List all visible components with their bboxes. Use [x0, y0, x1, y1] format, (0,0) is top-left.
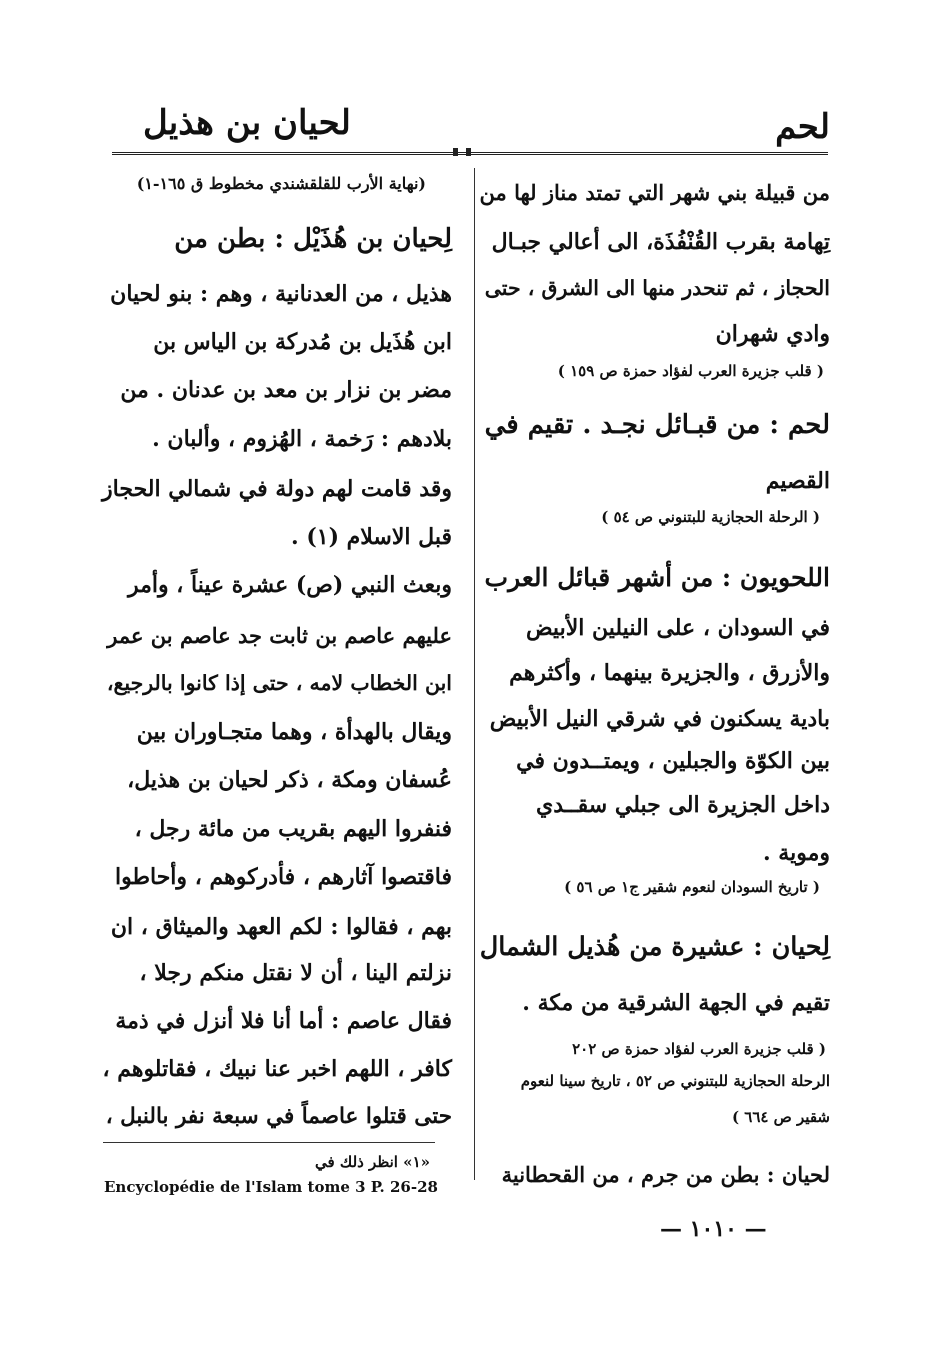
footnote-latin: Encyclopédie de l'Islam tome 3 P. 26-28 — [104, 1178, 438, 1196]
text-line: ابن الخطاب لامه ، حتى إذا كانوا بالرجيع، — [106, 671, 452, 695]
text-line: ويقال بالهدأة ، وهما متجـاوران بين — [136, 719, 452, 745]
page-number: — ١٠١٠ — — [660, 1216, 767, 1242]
text-line: قبل الاسلام (١) . — [291, 524, 452, 550]
text-line: من قبيلة بني شهر التي تمتد مناز لها من — [479, 180, 830, 205]
text-line: عليهم عاصم بن ثابت جد عاصم بن عمر — [107, 623, 452, 648]
citation: (نهاية الأرب للقلقشندي مخطوط ق ١٦٥-١) — [136, 174, 426, 193]
text-line: بهم ، فقالوا : لكم العهد والميثاق ، ان — [110, 914, 452, 940]
header-rule-mark — [453, 148, 458, 156]
header-left-word: لحيان بن هذيل — [143, 103, 351, 143]
entry-line: لِحيان بن هُذَيْل : بطن من — [174, 224, 452, 254]
text-line: وقد قامت لهم دولة في شمالي الحجاز — [102, 476, 452, 502]
citation: ( قلب جزيرة العرب لفؤاد حمزة ص ٢٠٢ — [572, 1040, 826, 1058]
text-line: بين الكوّة والجبلين ، ويمتــدون في — [516, 748, 830, 774]
footnote-arabic: «١» انظر ذلك في — [315, 1153, 430, 1171]
text-line: هذيل ، من العدنانية ، وهم : بنو لحيان — [110, 281, 452, 307]
text-line: بادية يسكنون في شرقي النيل الأبيض — [489, 706, 830, 732]
entry-line: اللحويون : من أشهر قبائل العرب — [484, 563, 830, 592]
right-column — [480, 0, 830, 1362]
text-line: الحجاز ، ثم تنحدر منها الى الشرق ، حتى — [484, 276, 830, 300]
citation: ( الرحلة الحجازية للبتنوني ص ٥٤ ) — [601, 508, 820, 526]
citation: الرحلة الحجازية للبتنوني ص ٥٢ ، تاريخ سينا لنعوم — [520, 1072, 830, 1090]
text-line: تقيم في الجهة الشرقية من مكة . — [522, 990, 830, 1016]
text-line: حتى قتلوا عاصماً في سبعة نفر بالنبل ، — [105, 1104, 452, 1129]
text-line: فقال عاصم : أما أنا فلا أنزل في ذمة — [115, 1008, 452, 1034]
text-line: بلادهم : رَخمة ، الهُزوم ، وألبان . — [152, 426, 452, 452]
column-divider — [474, 168, 475, 1180]
citation: ( قلب جزيرة العرب لفؤاد حمزة ص ١٥٩ ) — [557, 362, 824, 380]
text-line: عُسفان ومكة ، ذكر لحيان بن هذيل، — [127, 767, 452, 793]
text-line: داخل الجزيرة الى جبلي سقــدي — [536, 792, 830, 818]
entry-line: لحيان : بطن من جرم ، من القحطانية — [501, 1162, 830, 1187]
text-line: وموية . — [762, 840, 830, 866]
text-line: وبعث النبي (ص) عشرة عيناً ، وأمر — [127, 572, 452, 598]
text-line: القصيم — [765, 468, 830, 494]
entry-line: لِحيان : عشيرة من هُذيل الشمال — [479, 932, 830, 962]
text-line: نزلتم الينا ، أن لا نقتل منكم رجلا ، — [139, 960, 452, 986]
text-line: ابن هُذَيل بن مُدركة بن الياس بن — [153, 329, 452, 355]
header-rule-mark — [466, 148, 471, 156]
text-line: كافر ، اللهم اخبر عنا نبيك ، فقاتلوهم ، — [102, 1056, 452, 1082]
citation: شقير ص ٦٦٤ ) — [731, 1108, 830, 1126]
text-line: تِهامة بقرب القُنْفُذَة، الى أعالي جبـال — [491, 229, 830, 255]
text-line: مضر بن نزار بن معد بن عدنان . من — [120, 377, 452, 403]
text-line: وادي شهران — [715, 321, 830, 347]
header-right-word: لحم — [775, 107, 830, 147]
text-line: والأزرق ، والجزيرة بينهما ، وأكثرهم — [509, 660, 830, 686]
entry-line: لحم : من قبـائل نجـد . تقيم في — [484, 410, 830, 440]
footnote-rule — [103, 1142, 435, 1143]
text-line: في السودان ، على النيلين الأبيض — [525, 615, 830, 641]
text-line: فنفروا اليهم بقريب من مائة رجل ، — [134, 816, 452, 842]
citation: ( تاريخ السودان لنعوم شقير ج١ ص ٥٦ ) — [564, 878, 820, 896]
text-line: فاقتصوا آثارهم ، فأدركوهم ، وأحاطوا — [115, 864, 452, 890]
